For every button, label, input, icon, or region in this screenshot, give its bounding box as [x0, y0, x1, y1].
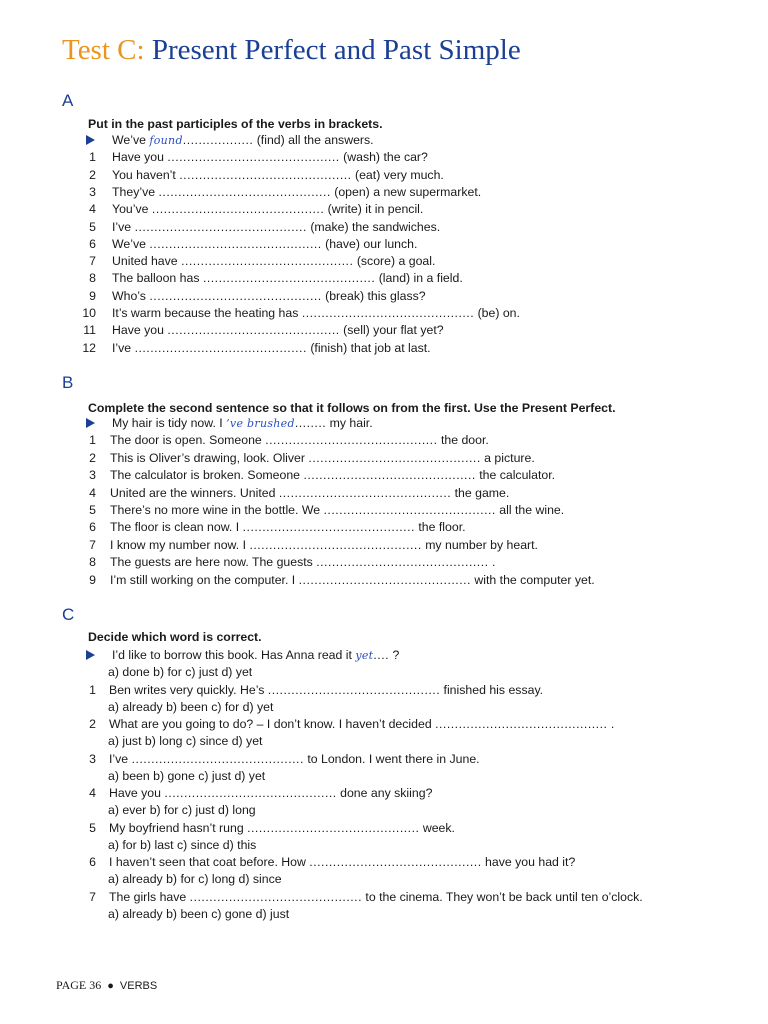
arrow-icon — [86, 418, 95, 428]
question-text — [112, 341, 431, 355]
question-number: 5 — [89, 503, 96, 517]
question-text — [110, 503, 564, 517]
question-row — [0, 683, 768, 700]
question-text — [110, 555, 495, 569]
question-text — [109, 786, 432, 800]
question-rest: (score) a goal. — [356, 254, 436, 269]
question-row — [0, 433, 768, 450]
answer-blank[interactable]: ............................................ — [242, 520, 415, 535]
question-number: 7 — [89, 537, 96, 552]
question-row — [0, 538, 768, 555]
question-row — [0, 855, 768, 872]
question-rest: (land) in a field. — [378, 271, 463, 286]
question-number: 10 — [82, 306, 96, 320]
example-answer: ’ve brushed — [226, 417, 295, 430]
question-prompt: It’s warm because the heating has — [112, 306, 299, 320]
question-number: 8 — [89, 271, 96, 286]
question-number: 9 — [89, 288, 96, 303]
question-rest: have you had it? — [485, 855, 576, 869]
question-number: 3 — [89, 184, 96, 199]
question-row — [0, 185, 768, 202]
question-text — [112, 306, 520, 320]
question-number: 7 — [89, 889, 96, 904]
example-answer: found — [149, 134, 183, 147]
answer-blank[interactable]: ............................................ — [158, 184, 331, 199]
question-rest: finished his essay. — [443, 682, 544, 697]
answer-blank[interactable]: ............................................ — [149, 288, 322, 303]
question-text — [112, 271, 463, 285]
answer-blank[interactable]: .... — [373, 648, 390, 662]
question-rest: (open) a new supermarket. — [334, 184, 482, 199]
question-number: 7 — [89, 254, 96, 269]
question-prompt: I’ve — [112, 219, 132, 234]
question-rest: (wash) the car? — [343, 150, 428, 165]
question-text — [109, 821, 455, 835]
question-prompt: You haven’t — [112, 167, 176, 182]
question-prompt: There’s no more wine in the bottle. We — [110, 503, 321, 517]
example-rest: ? — [392, 648, 400, 662]
question-number: 3 — [89, 751, 96, 766]
bullet-icon: ● — [107, 980, 114, 992]
question-rest: with the computer yet. — [474, 572, 595, 587]
question-rest: a picture. — [484, 450, 535, 465]
example-text — [112, 133, 374, 147]
question-text — [109, 717, 614, 731]
question-text — [112, 254, 435, 268]
question-rest: (write) it in pencil. — [327, 202, 424, 217]
question-prompt: United have — [112, 254, 178, 269]
question-number: 2 — [89, 717, 96, 731]
answer-blank[interactable]: ............................................ — [179, 167, 352, 182]
section-instruction: Complete the second sentence so that it follows on from the first. Use the Present Perfect. — [88, 401, 616, 415]
question-prompt: I know my number now. I — [110, 537, 247, 552]
question-rest: (make) the sandwiches. — [310, 219, 441, 234]
question-prompt: I’ve — [109, 751, 129, 766]
question-prompt: I’ve — [112, 340, 132, 355]
answer-blank[interactable]: ............................................ — [151, 202, 325, 217]
question-text — [112, 237, 417, 251]
example-text — [112, 648, 399, 662]
question-text — [110, 433, 489, 447]
question-number: 5 — [89, 820, 96, 835]
page-title — [62, 34, 521, 67]
example-row — [0, 648, 768, 665]
question-rest: to the cinema. They won’t be back until ten o’clock. — [365, 889, 643, 904]
question-prompt: My boyfriend hasn’t rung — [109, 820, 244, 835]
answer-blank[interactable]: ............................................ — [265, 433, 438, 448]
answer-blank[interactable]: .................. — [182, 133, 254, 147]
question-row — [0, 237, 768, 254]
answer-options: a) already b) for c) long d) since — [108, 872, 282, 887]
question-number: 1 — [89, 433, 96, 448]
question-text — [112, 289, 426, 303]
question-row — [0, 271, 768, 288]
question-text — [110, 451, 535, 465]
question-row — [0, 786, 768, 803]
question-text — [112, 220, 440, 234]
answer-blank[interactable]: ............................................ — [247, 820, 420, 835]
answer-blank[interactable]: ........ — [294, 416, 327, 430]
question-text — [110, 486, 509, 500]
question-number: 8 — [89, 555, 96, 570]
question-rest: the door. — [440, 433, 489, 448]
question-text — [109, 683, 543, 697]
question-prompt: What are you going to do? – I don’t know. I haven’t decided — [109, 717, 432, 731]
answer-blank[interactable]: ............................................ — [134, 219, 307, 234]
answer-blank[interactable]: ............................................ — [316, 555, 489, 570]
question-row — [0, 520, 768, 537]
question-prompt: The guests are here now. The guests — [110, 555, 313, 570]
question-number: 1 — [89, 682, 96, 697]
section-letter: B — [62, 373, 74, 392]
question-rest: week. — [422, 820, 455, 835]
answer-blank[interactable]: ............................................ — [167, 150, 340, 165]
question-rest: (finish) that job at last. — [310, 340, 431, 355]
question-rest: (be) on. — [477, 306, 520, 320]
example-prompt: I’d like to borrow this book. Has Anna read it — [112, 648, 352, 662]
question-row — [0, 150, 768, 167]
answer-options: a) ever b) for c) just d) long — [108, 803, 256, 818]
answer-blank[interactable]: ............................................ — [181, 254, 354, 269]
example-prompt: My hair is tidy now. I — [112, 416, 223, 430]
answer-options: a) been b) gone c) just d) yet — [108, 768, 266, 783]
question-prompt: The balloon has — [112, 271, 200, 286]
question-text — [110, 573, 595, 587]
answer-options: a) for b) last c) since d) this — [108, 837, 257, 852]
question-rest: . — [491, 555, 496, 570]
question-rest: (break) this glass? — [325, 288, 426, 303]
answer-blank[interactable]: ............................................ — [149, 236, 322, 251]
question-text — [109, 890, 643, 904]
answer-blank[interactable]: ............................................ — [202, 271, 376, 286]
question-row — [0, 220, 768, 237]
question-prompt: United are the winners. United — [110, 485, 276, 500]
question-row — [0, 486, 768, 503]
answer-blank[interactable]: ............................................ — [267, 682, 441, 697]
question-text — [109, 752, 480, 766]
question-rest: the calculator. — [479, 468, 556, 483]
question-prompt: The door is open. Someone — [110, 433, 262, 448]
question-number: 4 — [89, 786, 96, 800]
question-prompt: The calculator is broken. Someone — [110, 468, 301, 483]
question-prompt: They’ve — [112, 184, 156, 199]
example-options: a) done b) for c) just d) yet — [108, 665, 253, 680]
answer-blank[interactable]: ............................................ — [301, 306, 475, 320]
question-row — [0, 555, 768, 572]
question-number: 6 — [89, 520, 96, 535]
question-number: 9 — [89, 572, 96, 587]
question-prompt: I haven’t seen that coat before. How — [109, 855, 306, 869]
question-rest: . — [610, 717, 615, 731]
answer-options: a) just b) long c) since d) yet — [108, 734, 263, 749]
answer-blank[interactable]: ............................................ — [303, 468, 476, 483]
answer-blank[interactable]: ............................................ — [323, 503, 496, 517]
footer-section: VERBS — [119, 980, 158, 992]
answer-blank[interactable]: ............................................ — [167, 323, 340, 338]
title-main: Present Perfect and Past Simple — [151, 34, 521, 66]
question-rest: the game. — [454, 485, 510, 500]
section-instruction: Decide which word is correct. — [88, 630, 262, 644]
question-number: 6 — [89, 855, 96, 869]
answer-blank[interactable]: ............................................ — [189, 889, 362, 904]
page-number: PAGE 36 — [56, 978, 102, 992]
answer-options: a) already b) been c) gone d) just — [108, 906, 290, 921]
answer-blank[interactable]: ............................................ — [308, 450, 481, 465]
section-instruction: Put in the past participles of the verbs in brackets. — [88, 117, 383, 131]
answer-blank[interactable]: ............................................ — [298, 572, 471, 587]
question-text — [112, 168, 444, 182]
question-prompt: Have you — [112, 150, 164, 165]
question-row — [0, 254, 768, 271]
question-row — [0, 202, 768, 219]
question-row — [0, 573, 768, 590]
answer-blank[interactable]: ............................................ — [131, 751, 304, 766]
question-text — [110, 538, 538, 552]
question-prompt: Ben writes very quickly. He’s — [109, 682, 265, 697]
question-prompt: Who’s — [112, 288, 146, 303]
example-row — [0, 416, 768, 433]
title-lead: Test C: — [62, 34, 145, 66]
question-rest: to London. I went there in June. — [307, 751, 480, 766]
question-rest: the floor. — [418, 520, 466, 535]
example-text — [112, 416, 373, 430]
question-prompt: I’m still working on the computer. I — [110, 572, 296, 587]
question-rest: all the wine. — [499, 503, 565, 517]
page-footer — [56, 978, 157, 993]
question-prompt: We’ve — [112, 236, 146, 251]
question-row — [0, 468, 768, 485]
question-text — [109, 855, 575, 869]
question-text — [112, 323, 444, 337]
arrow-icon — [86, 135, 95, 145]
example-answer: yet — [355, 649, 374, 662]
question-row — [0, 503, 768, 520]
question-prompt: Have you — [109, 786, 161, 800]
question-row — [0, 821, 768, 838]
question-row — [0, 341, 768, 358]
answer-blank[interactable]: ............................................ — [309, 855, 482, 869]
question-text — [110, 468, 555, 482]
question-rest: (have) our lunch. — [325, 236, 418, 251]
question-number: 4 — [89, 485, 96, 500]
question-text — [112, 185, 481, 199]
question-number: 12 — [82, 340, 96, 355]
question-prompt: This is Oliver’s drawing, look. Oliver — [110, 450, 305, 465]
example-row — [0, 133, 768, 150]
question-number: 2 — [89, 167, 96, 182]
question-number: 2 — [89, 450, 96, 465]
question-row — [0, 306, 768, 323]
question-row — [0, 451, 768, 468]
question-row — [0, 890, 768, 907]
question-rest: (sell) your flat yet? — [343, 323, 444, 338]
question-number: 6 — [89, 236, 96, 251]
question-rest: (eat) very much. — [355, 167, 444, 182]
question-prompt: You’ve — [112, 202, 149, 217]
question-text — [112, 150, 428, 164]
question-row — [0, 289, 768, 306]
arrow-icon — [86, 650, 95, 660]
answer-blank[interactable]: ............................................ — [278, 485, 452, 500]
question-text — [110, 520, 466, 534]
section-letter: C — [62, 605, 75, 624]
question-number: 1 — [89, 150, 96, 165]
question-prompt: The girls have — [109, 889, 187, 904]
question-rest: my number by heart. — [425, 537, 538, 552]
answer-blank[interactable]: ............................................ — [249, 537, 422, 552]
question-number: 5 — [89, 219, 96, 234]
question-row — [0, 168, 768, 185]
question-prompt: The floor is clean now. I — [110, 520, 240, 535]
example-prompt: We’ve — [112, 133, 146, 147]
question-text — [112, 202, 423, 216]
section-letter: A — [62, 91, 74, 110]
answer-options: a) already b) been c) for d) yet — [108, 699, 274, 714]
example-rest: my hair. — [329, 416, 373, 430]
question-rest: done any skiing? — [340, 786, 433, 800]
answer-blank[interactable]: ............................................ — [435, 717, 608, 731]
question-row — [0, 717, 768, 734]
answer-blank[interactable]: ............................................ — [164, 786, 337, 800]
question-row — [0, 323, 768, 340]
question-row — [0, 752, 768, 769]
example-rest: (find) all the answers. — [256, 133, 374, 147]
question-number: 3 — [89, 468, 96, 483]
question-number: 4 — [89, 202, 96, 217]
answer-blank[interactable]: ............................................ — [134, 340, 307, 355]
question-prompt: Have you — [112, 323, 164, 338]
question-number: 11 — [83, 323, 96, 338]
